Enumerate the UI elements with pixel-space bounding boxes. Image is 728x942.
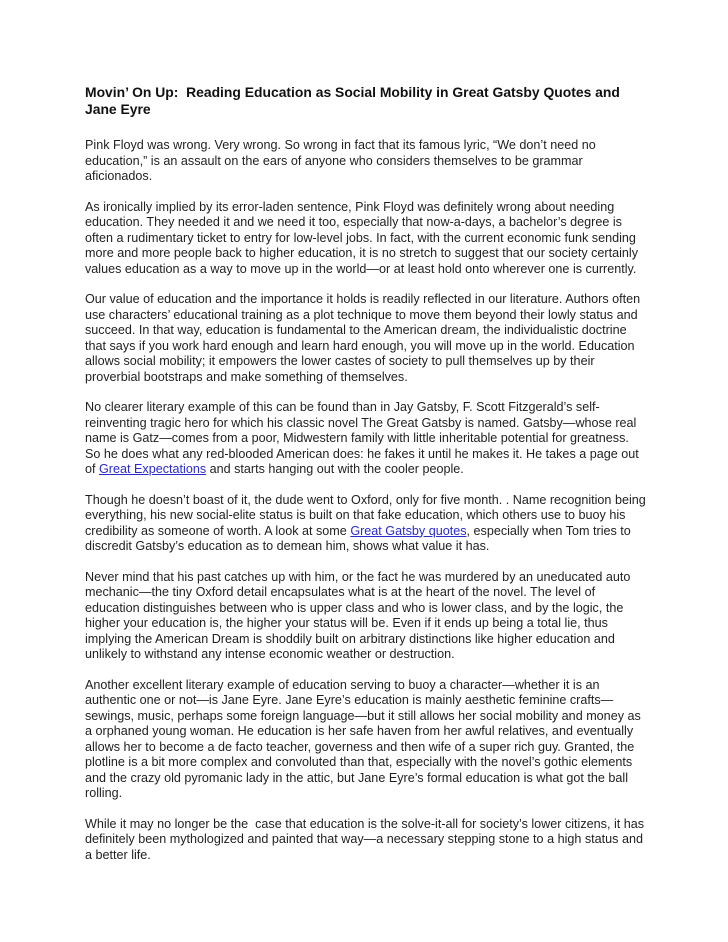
paragraph <box>85 570 646 663</box>
paragraph-text: Another excellent literary example of education serving to buoy a character—whether it is an authentic one or not—is Jane Eyre. Jane Eyre’s education is mainly aesthetic feminine crafts—sewings, music, perhaps some foreign language—but it still allows her social mobility and money as a orphaned young woman. He education is her safe haven from her awful relatives, and eventually allows her to become a de facto teacher, governess and then wife of a super rich guy. Granted, the plotline is a bit more complex and convoluted than that, especially with the novel’s gothic elements and the crazy old pyromanic lady in the attic, but Jane Eyre’s formal education is what got the ball rolling. <box>85 677 645 800</box>
paragraph <box>85 678 646 802</box>
great-expectations-link[interactable]: Great Expectations <box>99 462 207 476</box>
document-title: Movin’ On Up: Reading Education as Social Mobility in Great Gatsby Quotes and Jane Eyre <box>85 84 624 117</box>
paragraph-text: As ironically implied by its error-laden sentence, Pink Floyd was definitely wrong about needing education. They needed it and we need it too, especially that now-a-days, a bachelor’s degree is often a rudimentary ticket to entry for low-level jobs. In fact, with the current economic funk sending more and more people back to higher education, it is no stretch to suggest that our society certainly values education as a way to move up in the world—or at least hold onto wherever one is currently. <box>85 199 642 276</box>
paragraph <box>85 492 650 555</box>
great-gatsby-quotes-link[interactable]: Great Gatsby quotes <box>350 523 467 538</box>
paragraph-text: While it may no longer be the case that education is the solve-it-all for society’s lower citizens, it has definitely been mythologized and painted that way—a necessary stepping stone to a high status and a better life. <box>85 816 648 862</box>
paragraph <box>85 292 646 385</box>
paragraph-text: Never mind that his past catches up with him, or the fact he was murdered by an uneducated auto mechanic—the tiny Oxford detail encapsulates what is at the heart of the novel. The level of education distinguishes between who is upper class and who is lower class, and by the logic, the higher your education is, the higher your status will be. Even if it ends up being a total lie, thus implying the American Dream is shoddily built on arbitrary distinctions like higher education and unlikely to withstand any intense economic weather or destruction. <box>85 569 634 661</box>
paragraph-text: , especially when Tom tries to discredit Gatsby’s education as to demean him, shows what value it has. <box>85 523 635 553</box>
paragraph <box>85 817 646 864</box>
paragraph-text: Our value of education and the importance it holds is readily reflected in our literature. Authors often use characters’ educational training as a plot technique to move them beyond their lowly status and succeed. In that way, education is fundamental to the American dream, the individualistic doctrine that says if you work hard enough and learn hard enough, you will move up in the world. Education allows social mobility; it empowers the lower castes of society to pull themselves up by their proverbial bootstraps and make something of themselves. <box>85 292 644 384</box>
paragraph-text: Though he doesn’t boast of it, the dude went to Oxford, only for five month. . Name recognition being everything, his new social-elite status is built on that fake education, which others use to buoy his credibility as someone of worth. A look at some <box>85 492 650 538</box>
paragraph <box>85 200 646 278</box>
paragraph <box>85 400 646 478</box>
paragraph-text: Pink Floyd was wrong. Very wrong. So wrong in fact that its famous lyric, “We don’t need no education,” is an assault on the ears of anyone who considers themselves to be grammar aficionados. <box>85 138 600 183</box>
document-body <box>85 138 650 863</box>
paragraph-text: No clearer literary example of this can be found than in Jay Gatsby, F. Scott Fitzgerald’s self-reinventing tragic hero for which his classic novel The Great Gatsby is named. Gatsby—whose real name is Gatz—comes from a poor, Midwestern family with little inheritable potential for greatness. So he does what any red-blooded American does: he fakes it until he makes it. He takes a page out of <box>85 400 643 476</box>
paragraph <box>85 138 646 185</box>
paragraph-text: and starts hanging out with the cooler people. <box>206 462 464 476</box>
